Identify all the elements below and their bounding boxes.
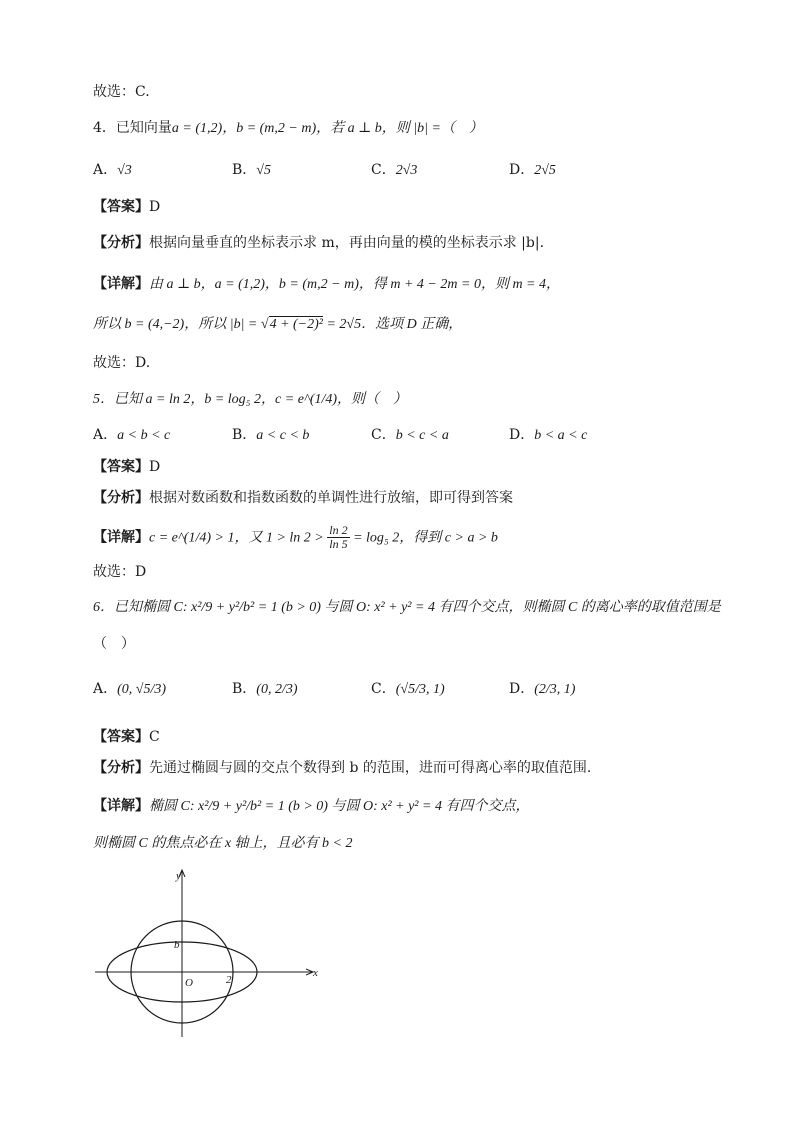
q5-analysis: 【分析】根据对数函数和指数函数的单调性进行放缩，即可得到答案 xyxy=(93,490,513,506)
origin-label: O xyxy=(185,977,193,989)
y-axis-label: y xyxy=(176,870,181,882)
q4-option-b: B．√5 xyxy=(232,162,271,178)
ellipse-circle-figure xyxy=(90,865,330,1040)
q5-option-b: B．a < c < b xyxy=(232,427,310,443)
q4-detail-1: 【详解】由 a ⊥ b，a = (1,2)，b = (m,2 − m)，得 m + 4 − 2m = 0，则 m = 4， xyxy=(93,276,560,292)
q5-option-c: C．b < c < a xyxy=(371,427,449,443)
q6-analysis: 【分析】先通过椭圆与圆的交点个数得到 b 的范围，进而可得离心率的取值范围. xyxy=(93,760,592,776)
q4-stem xyxy=(93,118,483,139)
q4-radicand: 4 + (−2)² xyxy=(269,317,323,332)
q4-option-a: A．√3 xyxy=(93,162,132,178)
q5-detail: 【详解】c = e^(1/4) > 1，又 1 > ln 2 > $\frac{\ln 2}{\ln 5}$ = log₅ 2，得到 c > a > b xyxy=(93,523,498,551)
q5-ln-fraction: $\frac{\ln 2}{\ln 5}$ xyxy=(329,523,348,551)
b-label: b xyxy=(174,939,180,951)
q6-answer: 【答案】C xyxy=(93,729,160,745)
q5-stem: 5．已知 a = ln 2，b = log₅ 2，c = e^(1/4)，则（ ） xyxy=(93,392,408,407)
q4-stem-prefix: 4．已知向量 xyxy=(93,120,172,136)
q6-detail-2: 则椭圆 C 的焦点必在 x 轴上，且必有 b < 2 xyxy=(93,836,353,851)
q4-conclusion: 故选：D. xyxy=(93,355,151,371)
q3-conclusion: 故选：C. xyxy=(93,84,150,100)
q6-stem-1: 6．已知椭圆 C: x²/9 + y²/b² = 1 (b > 0) 与圆 O: x² + y² = 4 有四个交点，则椭圆 C 的离心率的取值范围是 xyxy=(93,600,721,615)
q6-detail-1: 【详解】椭圆 C: x²/9 + y²/b² = 1 (b > 0) 与圆 O: x² + y² = 4 有四个交点， xyxy=(93,798,530,814)
q6-option-b: B．(0, 2/3) xyxy=(232,681,298,697)
q4-answer: 【答案】D xyxy=(93,199,161,215)
q6-stem-2: （ ） xyxy=(93,636,135,652)
q6-option-d: D．(2/3, 1) xyxy=(509,681,576,697)
q5-answer: 【答案】D xyxy=(93,459,161,475)
q5-conclusion: 故选：D xyxy=(93,564,147,580)
x-axis-label: x xyxy=(313,967,318,979)
q5-option-a: A．a < b < c xyxy=(93,427,171,443)
q4-option-c: C．2√3 xyxy=(371,162,418,178)
q4-analysis: 【分析】根据向量垂直的坐标表示求 m，再由向量的模的坐标表示求 |b|. xyxy=(93,235,545,251)
q4-option-d: D．2√5 xyxy=(509,162,556,178)
two-label: 2 xyxy=(226,974,232,986)
q5-option-d: D．b < a < c xyxy=(509,427,588,443)
q4-detail-2: 所以 b = (4,−2)，所以 |b| = √4 + (−2)² = 2√5．选项 D 正确， xyxy=(93,317,463,332)
q4-stem-vectors: a = (1,2)，b = (m,2 − m)，若 a ⊥ b，则 |b| =（ ） xyxy=(171,121,483,136)
q6-option-c: C．(√5/3, 1) xyxy=(371,681,445,697)
q6-option-a: A．(0, √5/3) xyxy=(93,681,167,697)
